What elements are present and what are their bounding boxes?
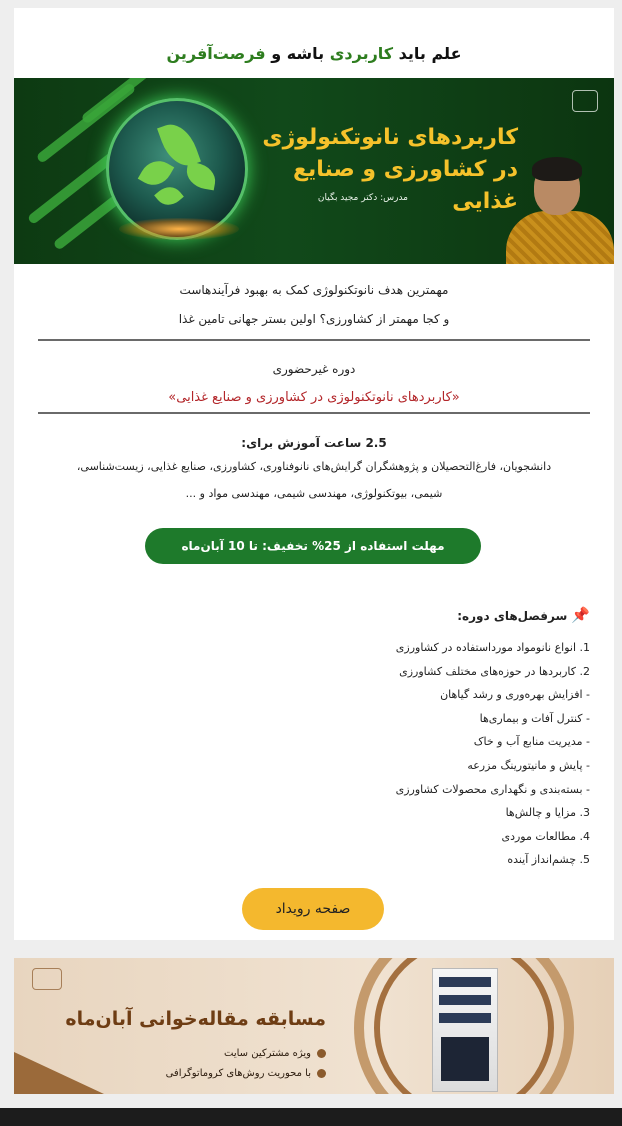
course-title: «کاربردهای نانوتکنولوژی در کشاورزی و صنایع غذایی»: [168, 390, 460, 405]
promo-bullet-2-text: با محوریت روش‌های کروماتوگرافی: [165, 1068, 311, 1079]
promo-bullet-1: [224, 1048, 326, 1059]
outline-heading: [457, 606, 590, 624]
outline-item: - افزایش بهره‌وری و رشد گیاهان: [440, 688, 590, 702]
headline-part-4: فرصت‌آفرین: [166, 44, 266, 63]
outline-item: 3. مزایا و چالش‌ها: [505, 806, 590, 820]
banner-title: [228, 122, 518, 218]
divider-top: [38, 339, 590, 341]
intro-line-2: و کجا مهمتر از کشاورزی؟ اولین بستر جهانی تامین غذا: [178, 312, 450, 326]
outline-heading-text: سرفصل‌های دوره:: [457, 609, 568, 623]
promo-bullet-1-text: ویژه مشترکین سایت: [224, 1048, 311, 1059]
event-page-button[interactable]: صفحه رویداد: [242, 888, 384, 930]
divider-bottom: [38, 412, 590, 414]
outline-item: - پایش و مانیتورینگ مزرعه: [467, 758, 590, 772]
bottom-bar: [0, 1108, 622, 1126]
banner-title-line-2: در کشاورزی و صنایع غذایی: [292, 157, 518, 214]
pin-icon: 📌: [571, 606, 590, 624]
brand-logo: [32, 968, 62, 990]
headline: [14, 44, 614, 63]
headline-part-3: باشه و: [265, 44, 330, 63]
bullet-dot-icon: [317, 1069, 326, 1078]
outline-item: 1. انواع نانومواد مورداستفاده در کشاورزی: [395, 641, 590, 654]
chromatograph-image: [432, 968, 498, 1092]
banner-title-line-1: کاربردهای نانوتکنولوژی: [262, 125, 518, 150]
outline-item: 5. چشم‌انداز آینده: [507, 853, 590, 867]
banner-instructor: مدرس: دکتر مجید بگیان: [317, 193, 408, 203]
audience-line-1: دانشجویان، فارغ‌التحصیلان و پژوهشگران گرایش‌های نانوفناوری، کشاورزی، صنایع غذایی، زیست‌شناسی،: [76, 460, 552, 473]
brand-logo: [572, 90, 598, 112]
promo-title: مسابقه مقاله‌خوانی آبان‌ماه: [65, 1008, 326, 1030]
course-banner[interactable]: [14, 78, 614, 264]
discount-deadline-badge: مهلت استفاده از 25% تخفیف: تا 10 آبان‌ماه: [145, 528, 481, 564]
intro-line-1: مهمترین هدف نانوتکنولوژی کمک به بهبود فرآیندهاست: [179, 283, 449, 297]
headline-part-2: کاربردی: [329, 44, 394, 63]
promo-bullet-2: [166, 1068, 326, 1079]
course-type: دوره غیرحضوری: [272, 362, 356, 376]
headline-part-1: علم باید: [393, 44, 462, 63]
outline-item: - بسته‌بندی و نگهداری محصولات کشاورزی: [395, 782, 590, 796]
promo-banner[interactable]: [14, 958, 614, 1094]
outline-list: [290, 636, 590, 872]
outline-item: 2. کاربردها در حوزه‌های مختلف کشاورزی: [399, 664, 590, 678]
outline-item: - مدیریت منابع آب و خاک: [473, 735, 590, 749]
course-hours: 2.5 ساعت آموزش برای:: [241, 436, 387, 450]
instructor-photo: [498, 153, 614, 264]
outline-item: - کنترل آفات و بیماری‌ها: [479, 711, 590, 725]
bullet-dot-icon: [317, 1049, 326, 1058]
audience-line-2: شیمی، بیوتکنولوژی، مهندسی شیمی، مهندسی مواد و ...: [185, 487, 443, 500]
email-card: [14, 8, 614, 940]
outline-item: 4. مطالعات موردی: [501, 829, 590, 843]
